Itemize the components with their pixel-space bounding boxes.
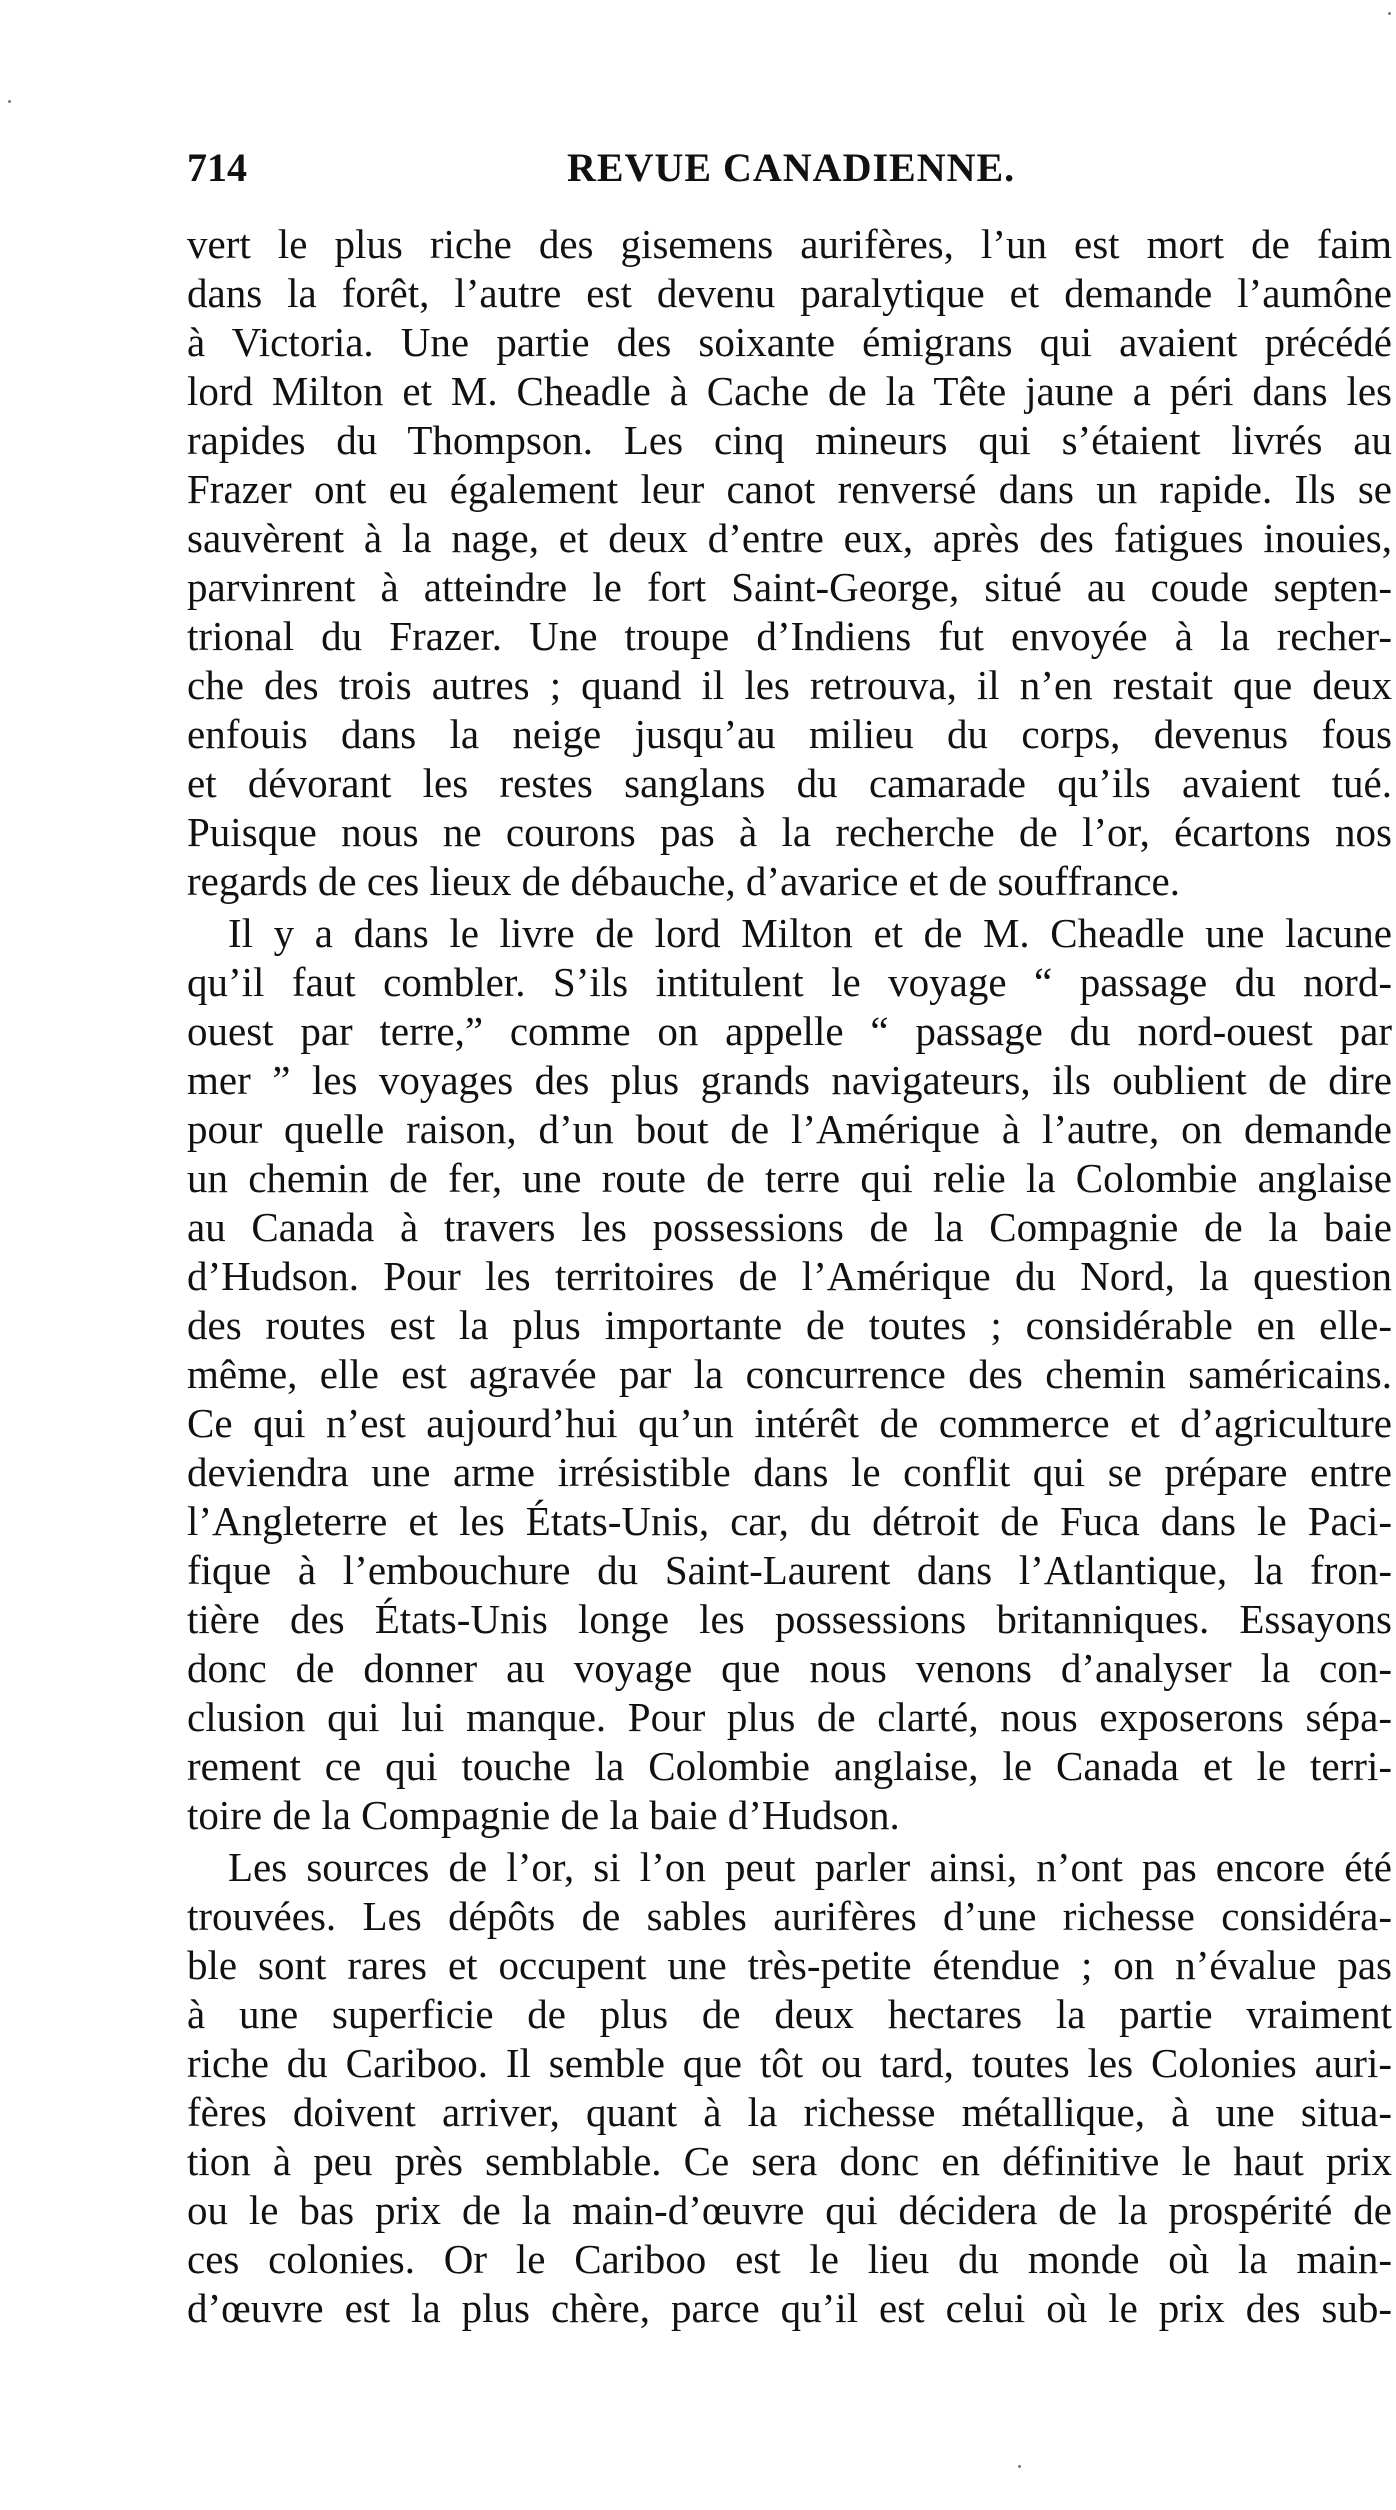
text-line: trional du Frazer. Une troupe d’Indiens fut envoyée à la recher- (187, 613, 1392, 659)
text-line: d’Hudson. Pour les territoires de l’Amérique du Nord, la question (187, 1253, 1392, 1299)
text-line: ces colonies. Or le Cariboo est le lieu du monde où la main- (187, 2236, 1392, 2282)
text-line: même, elle est agravée par la concurrence des chemin saméricains. (187, 1351, 1392, 1397)
text-line: donc de donner au voyage que nous venons d’analyser la con- (187, 1645, 1392, 1691)
paragraph-1 (187, 220, 1392, 906)
text-line: lord Milton et M. Cheadle à Cache de la Tête jaune a péri dans les (187, 368, 1392, 414)
text-line: clusion qui lui manque. Pour plus de clarté, nous exposerons sépa- (187, 1694, 1392, 1740)
scan-speck (8, 100, 11, 103)
text-line: Frazer ont eu également leur canot renversé dans un rapide. Ils se (187, 466, 1392, 512)
paragraph-3 (187, 1843, 1392, 2333)
text-line: rement ce qui touche la Colombie anglaise, le Canada et le terri- (187, 1743, 1392, 1789)
text-line: à Victoria. Une partie des soixante émigrans qui avaient précédé (187, 319, 1392, 365)
text-line: riche du Cariboo. Il semble que tôt ou tard, toutes les Colonies auri- (187, 2040, 1392, 2086)
text-line: mer ” les voyages des plus grands navigateurs, ils oublient de dire (187, 1057, 1392, 1103)
text-line: qu’il faut combler. S’ils intitulent le voyage “ passage du nord- (187, 959, 1392, 1005)
text-line: Il y a dans le livre de lord Milton et de M. Cheadle une lacune (228, 910, 1392, 956)
text-line: ouest par terre,” comme on appelle “ passage du nord-ouest par (187, 1008, 1392, 1054)
text-line: che des trois autres ; quand il les retrouva, il n’en restait que deux (187, 662, 1392, 708)
text-line: enfouis dans la neige jusqu’au milieu du corps, devenus fous (187, 711, 1392, 757)
text-line: trouvées. Les dépôts de sables aurifères d’une richesse considéra- (187, 1893, 1392, 1939)
text-line: Puisque nous ne courons pas à la recherche de l’or, écartons nos (187, 809, 1392, 855)
text-line: toire de la Compagnie de la baie d’Hudson. (187, 1792, 900, 1838)
text-line: Les sources de l’or, si l’on peut parler ainsi, n’ont pas encore été (228, 1844, 1392, 1890)
text-line: sauvèrent à la nage, et deux d’entre eux, après des fatigues inouies, (187, 515, 1392, 561)
text-line: tière des États-Unis longe les possessions britanniques. Essayons (187, 1596, 1392, 1642)
text-line: l’Angleterre et les États-Unis, car, du détroit de Fuca dans le Paci- (187, 1498, 1392, 1544)
paragraph-2 (187, 909, 1392, 1840)
text-line: regards de ces lieux de débauche, d’avarice et de souffrance. (187, 858, 1180, 904)
scan-speck (1018, 2465, 1021, 2468)
text-line: ou le bas prix de la main-d’œuvre qui décidera de la prospérité de (187, 2187, 1392, 2233)
text-line: ble sont rares et occupent une très-petite étendue ; on n’évalue pas (187, 1942, 1392, 1988)
journal-title: REVUE CANADIENNE. (567, 145, 1016, 190)
text-line: un chemin de fer, une route de terre qui relie la Colombie anglaise (187, 1155, 1392, 1201)
running-head (187, 138, 1392, 198)
text-line: rapides du Thompson. Les cinq mineurs qui s’étaient livrés au (187, 417, 1392, 463)
text-line: fères doivent arriver, quant à la richesse métallique, à une situa- (187, 2089, 1392, 2135)
text-line: tion à peu près semblable. Ce sera donc en définitive le haut prix (187, 2138, 1392, 2184)
text-line: et dévorant les restes sanglans du camarade qu’ils avaient tué. (187, 760, 1392, 806)
page-number: 714 (187, 145, 247, 190)
text-line: parvinrent à atteindre le fort Saint-George, situé au coude septen- (187, 564, 1392, 610)
text-line: d’œuvre est la plus chère, parce qu’il est celui où le prix des sub- (187, 2285, 1392, 2331)
text-line: vert le plus riche des gisemens aurifères, l’un est mort de faim (187, 221, 1392, 267)
text-line: deviendra une arme irrésistible dans le conflit qui se prépare entre (187, 1449, 1392, 1495)
body-text (187, 220, 1392, 2333)
text-line: des routes est la plus importante de toutes ; considérable en elle- (187, 1302, 1392, 1348)
text-line: pour quelle raison, d’un bout de l’Amérique à l’autre, on demande (187, 1106, 1392, 1152)
scan-speck (1388, 12, 1391, 15)
text-line: Ce qui n’est aujourd’hui qu’un intérêt de commerce et d’agriculture (187, 1400, 1392, 1446)
text-line: au Canada à travers les possessions de la Compagnie de la baie (187, 1204, 1392, 1250)
text-line: dans la forêt, l’autre est devenu paralytique et demande l’aumône (187, 270, 1392, 316)
text-line: fique à l’embouchure du Saint-Laurent dans l’Atlantique, la fron- (187, 1547, 1392, 1593)
text-line: à une superficie de plus de deux hectares la partie vraiment (187, 1991, 1392, 2037)
